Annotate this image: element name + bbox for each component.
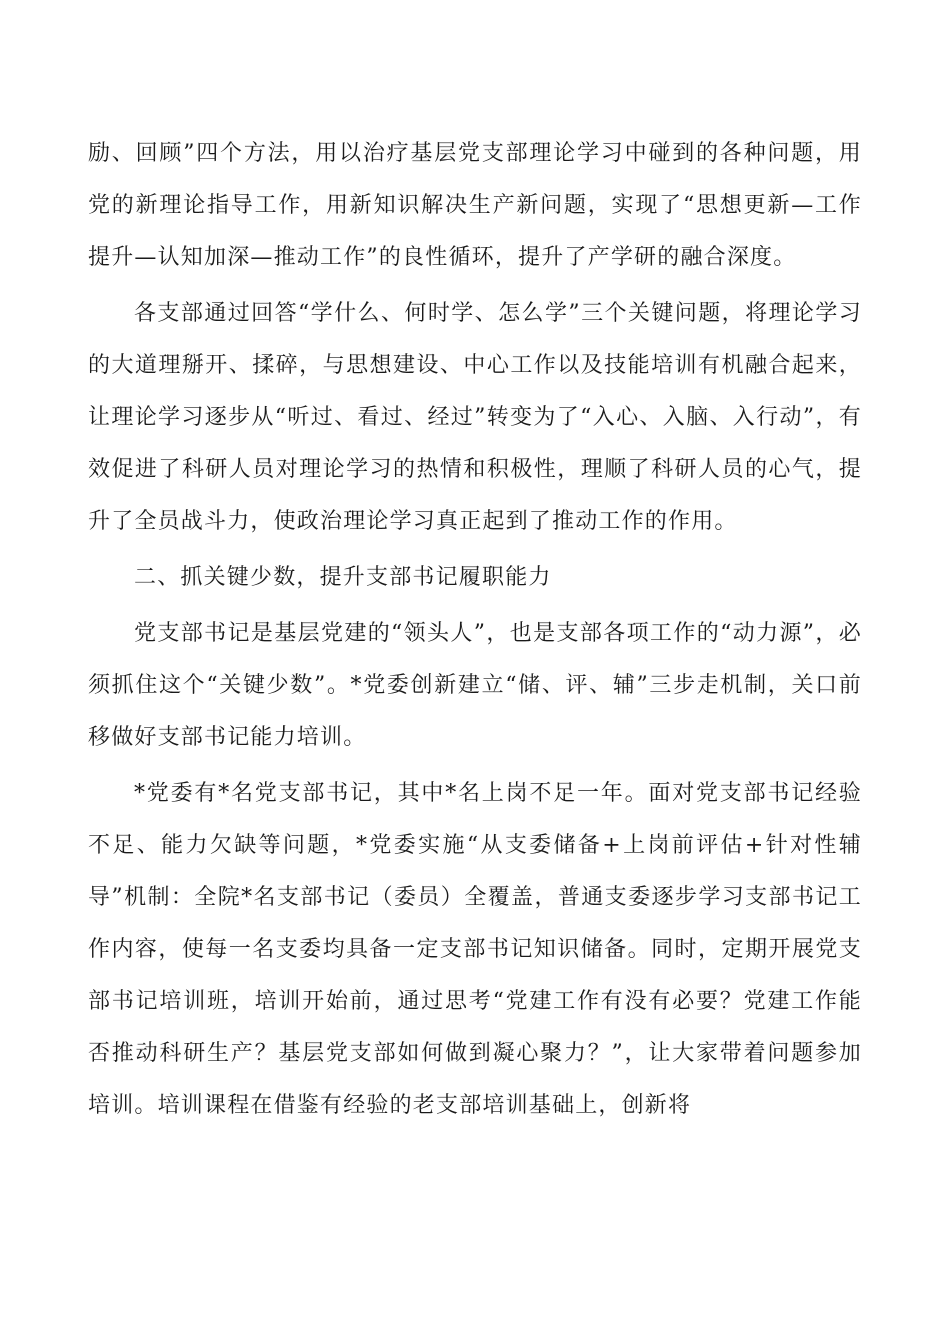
section-heading: 二、抓关键少数，提升支部书记履职能力: [134, 565, 552, 590]
paragraph-training-mechanism: *党委有*名党支部书记，其中*名上岗不足一年。面对党支部书记经验不足、能力欠缺等问题，*党委实施“从支委储备+上岗前评估+针对性辅导”机制：全院*名支部书记（委员）全覆盖，普通支委逐步学习支部书记工作内容，使每一名支委均具备一定支部书记知识储备。同时，定期开展党支部书记培训班，培训开始前，通过思考“党建工作有没有必要？党建工作能否推动科研生产？基层党支部如何做到凝心聚力？”，让大家带着问题参加培训。培训课程在借鉴有经验的老支部培训基础上，创新将: [88, 781, 862, 1118]
paragraph-continuation: 励、回顾”四个方法，用以治疗基层党支部理论学习中碰到的各种问题，用党的新理论指导工作，用新知识解决生产新问题，实现了“思想更新—工作提升—认知加深—推动工作”的良性循环，提升了产学研的融合深度。: [88, 141, 862, 270]
document-body: [88, 128, 862, 1132]
paragraph-branch-secretary: 党支部书记是基层党建的“领头人”，也是支部各项工作的“动力源”，必须抓住这个“关键少数”。*党委创新建立“储、评、辅”三步走机制，关口前移做好支部书记能力培训。: [88, 621, 862, 750]
paragraph-theory-study: 各支部通过回答“学什么、何时学、怎么学”三个关键问题，将理论学习的大道理掰开、揉碎，与思想建设、中心工作以及技能培训有机融合起来，让理论学习逐步从“听过、看过、经过”转变为了“入心、入脑、入行动”，有效促进了科研人员对理论学习的热情和积极性，理顺了科研人员的心气，提升了全员战斗力，使政治理论学习真正起到了推动工作的作用。: [88, 301, 862, 534]
